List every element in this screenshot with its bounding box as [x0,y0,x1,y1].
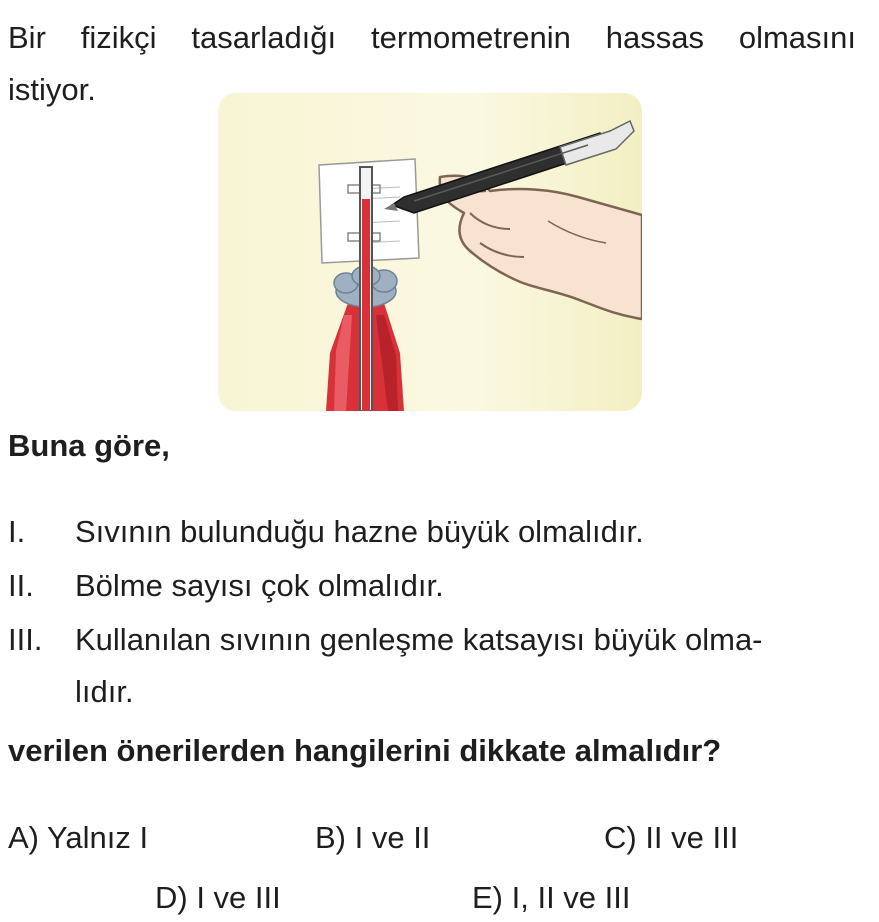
statement-text-continuation: lıdır. [75,674,134,709]
statement-text: Kullanılan sıvının genleşme katsayısı büyük olma- [75,622,763,657]
statement-item-1 [8,505,868,559]
statement-number: II. [8,568,34,603]
intro-line-2: istiyor. [8,72,96,107]
thermometer-illustration [218,93,642,411]
statement-item-3 [8,613,868,719]
statement-text: Bölme sayısı çok olmalıdır. [75,568,444,603]
statement-text: Sıvının bulunduğu hazne büyük olmalıdır. [75,514,644,549]
lead-text: Buna göre, [8,428,170,463]
question-prompt: verilen önerilerden hangilerini dikkate almalıdır? [8,733,722,768]
option-c[interactable]: C) II ve III [604,820,739,855]
option-b[interactable]: B) I ve II [315,820,431,855]
statement-number: III. [8,622,43,657]
statement-list [8,505,868,719]
option-a[interactable]: A) Yalnız I [8,820,149,855]
intro-line-1: Bir fizikçi tasarladığı termometrenin hassas olmasını [8,20,856,55]
statement-item-2 [8,559,868,613]
option-e[interactable]: E) I, II ve III [472,880,631,915]
option-d[interactable]: D) I ve III [155,880,281,915]
liquid-column [362,199,370,411]
statement-number: I. [8,514,26,549]
